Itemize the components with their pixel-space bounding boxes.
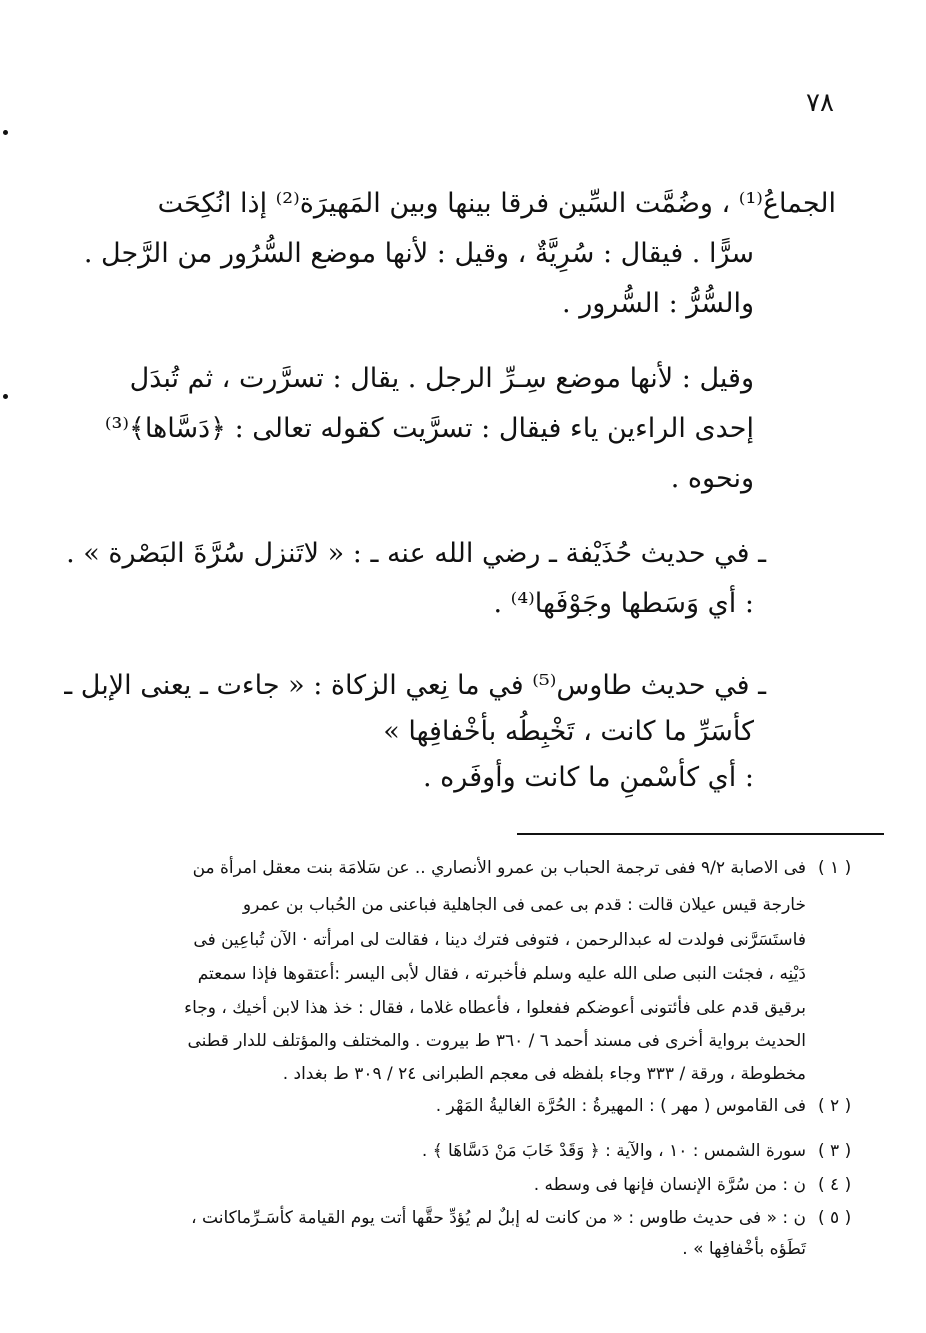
footnote-line: سورة الشمس : ١٠ ، والآية : ﴿ وَقَدْ خَابَ مَنْ دَسَّاهَا ﴾ . — [421, 1141, 806, 1161]
body-line: والسُّرُّ : السُّرور . — [562, 288, 754, 319]
footnote-number: ( ٥ ) — [818, 1208, 852, 1228]
margin-dot-middle — [3, 394, 8, 399]
body-line: وقيل : لأنها موضع سِـرِّ الرجل . يقال : تسرَّرت ، ثم تُبدَل — [129, 363, 754, 394]
footnote-number: ( ٣ ) — [818, 1141, 852, 1161]
footnote-line: ن : من سُرَّة الإنسان فإنها فى وسطه . — [533, 1175, 806, 1195]
footnote-line: خارجة قيس عيلان قالت : قدم بى عمى فى الجاهلية فباعنى من الحُباب بن عمرو — [242, 895, 806, 915]
footnote-line: فاستَسَرَّنى فولدت له عبدالرحمن ، فتوفى فترك دينا ، فقالت لى امرأته · الآن تُباعِين فى — [193, 930, 806, 950]
footnote-line: فى القاموس ( مهر ) : المهيرةُ : الحُرَّة الغاليةُ المَهْر . — [435, 1096, 806, 1116]
body-line: سرًّا . فيقال : سُرِيَّةٌ ، وقيل : لأنها موضع السُّرُور من الرَّجل . — [83, 238, 754, 269]
footnote-line: فى الاصابة ٩/٢ ففى ترجمة الحباب بن عمرو الأنصاري .. عن سَلامَة بنت معقل امرأة من — [192, 858, 806, 878]
body-line: الجماعُ⁽¹⁾ ، وضُمَّت السِّين فرقا بينها وبين المَهيرَة⁽²⁾ إذا انُكِحَت — [157, 188, 836, 219]
footnote-line: تَطَؤه بأخْفافِها » . — [682, 1239, 806, 1259]
body-line: ـ في حديث حُذَيْفة ـ رضي الله عنه ـ : « لاتَنزل سُرَّةَ البَصْرة » . — [66, 538, 766, 569]
footnote-separator — [517, 833, 884, 835]
footnote-line: مخطوطة ، ورقة / ٣٣٣ وجاء بلفظه فى معجم الطبرانى ٢٤ / ٣٠٩ ط بغداد . — [282, 1064, 806, 1084]
body-line: : أي كأسْمنِ ما كانت وأوفَره . — [422, 762, 754, 793]
footnote-number: ( ٢ ) — [818, 1096, 852, 1116]
body-line: : أي وَسَطها وجَوْفَها⁽⁴⁾ . — [493, 588, 754, 619]
footnote-line: دَيْنِه ، فجئت النبى صلى الله عليه وسلم فأخبرته ، فقال لأبى اليسر :أعتقوها فإذا سمعتم — [197, 964, 806, 984]
footnote-number: ( ١ ) — [818, 858, 852, 878]
margin-dot-top — [3, 130, 8, 135]
footnote-line: الحديث برواية أخرى فى مسند أحمد ٦ / ٣٦٠ ط بيروت . والمختلف والمؤتلف للدار قطنى — [187, 1031, 806, 1051]
page-number: ٧٨ — [806, 88, 834, 118]
footnote-line: برقيق قدم على فأئتونى أعوضكم ففعلوا ، فأعطاه غلاما ، فقال : خذ هذا لابن أخيك ، وجاء — [184, 998, 806, 1018]
body-line: إحدى الراءين ياء فيقال : تسرَّيت كقوله تعالى : ﴿دَسَّاها﴾⁽³⁾ — [104, 413, 754, 444]
footnote-line: ن : « فى حديث طاوس : « من كانت له إبلٌ لم يُؤدِّ حقَّها أتت يوم القيامة كأسَـرِّماكانت ، — [191, 1208, 806, 1228]
footnote-number: ( ٤ ) — [818, 1175, 852, 1195]
body-line: ونحوه . — [670, 463, 754, 494]
body-line: ـ في حديث طاوس⁽⁵⁾ في ما نِعي الزكاة : « جاءت ـ يعنى الإبل ـ — [64, 670, 766, 701]
body-line: كأسَرِّ ما كانت ، تَخْبِطُه بأخْفافِها » — [383, 716, 754, 747]
